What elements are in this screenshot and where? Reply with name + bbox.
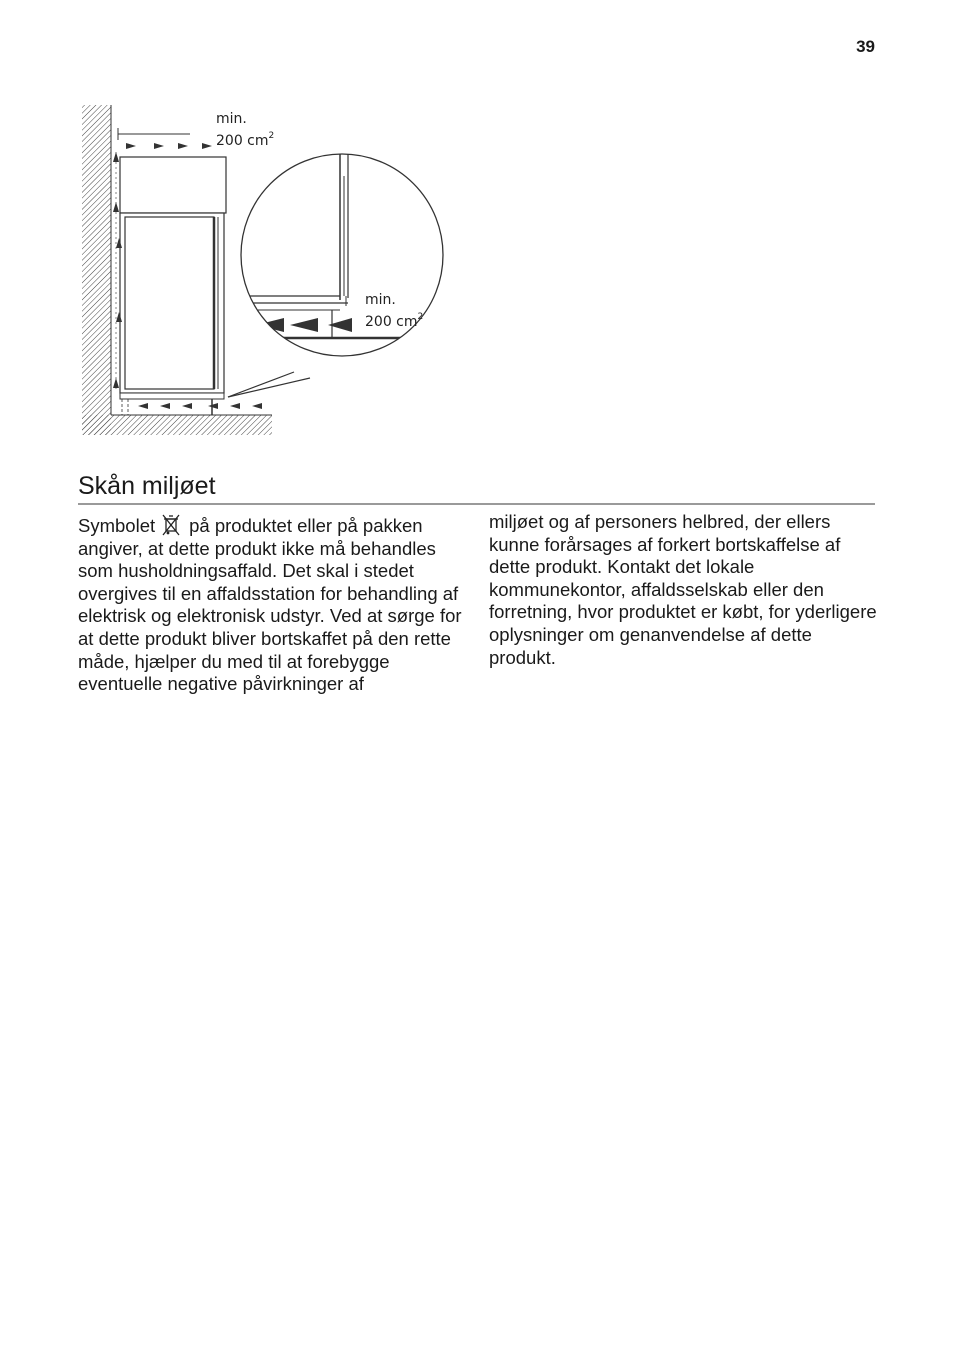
bottom-label-area: 200 $cm^2$ <box>365 312 424 330</box>
wall-hatching <box>82 105 111 435</box>
paragraph-left-rest: på produktet eller på pakken angiver, at dette produkt ikke må behandles som husholdningsaffald. Det skal i stedet overgives til en affaldsstation for behandling af elektrisk og elektronisk udstyr. Ved at sørge for at dette produkt bliver bortskaffet på den rette måde, hjælper du med til at forebygge eventuelle negative påvirkninger af <box>78 515 462 695</box>
refrigerator <box>125 217 214 389</box>
page-number: 39 <box>856 37 875 56</box>
paragraph-left <box>78 514 468 696</box>
text-column-left <box>78 514 468 696</box>
crossed-out-wheelie-bin-icon <box>161 514 181 536</box>
top-label-min: min. <box>216 111 247 127</box>
text-column-right <box>489 511 879 669</box>
airflow-arrows-top <box>126 143 212 149</box>
bottom-label-min: min. <box>365 292 396 308</box>
paragraph-right: miljøet og af personers helbred, der ellers kunne forårsages af forkert bortskaffelse af dette produkt. Kontakt det lokale kommunekontor, affaldsselskab eller den forretning, hvor produktet er købt, for yderligere oplysninger om genanvendelse af dette produkt. <box>489 511 877 668</box>
floor-hatching <box>82 415 272 435</box>
upper-cabinet <box>120 157 226 213</box>
ventilation-diagram <box>78 100 458 440</box>
airflow-arrows-bottom <box>138 403 262 409</box>
paragraph-left-start: Symbolet <box>78 515 156 536</box>
top-label-area: 200 $cm^2$ <box>216 131 275 149</box>
section-title: Skån miljøet <box>78 472 216 500</box>
section-divider <box>78 503 875 505</box>
